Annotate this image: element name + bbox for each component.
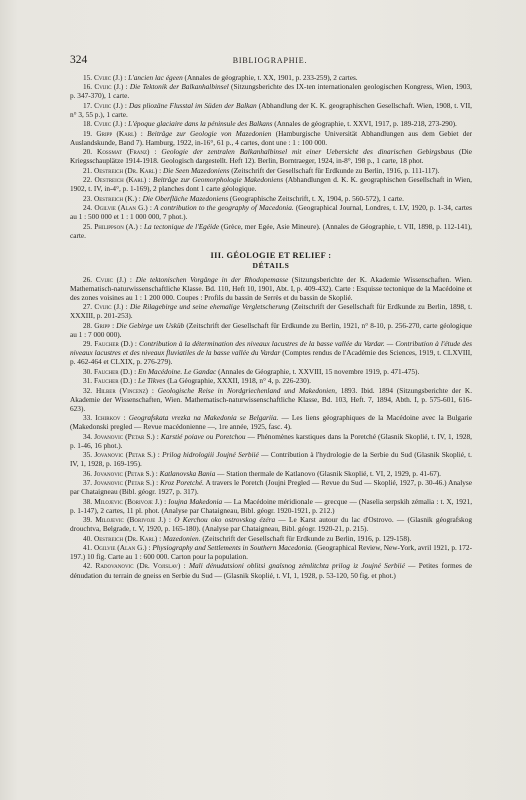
entry-author: Jovanovic (Petar S.) : [94, 431, 159, 441]
entry-title: Die Gebirge um Usküb [116, 320, 185, 330]
entry-details: — Les liens géographiques de la Macédoine avec la Bulgarie (Makedonski pregled — Revue macédonienne —, 1re année, 1925, fasc. 4). [70, 413, 473, 432]
entry-title: L'ancien lac égeen [128, 73, 183, 82]
entry-number: 23. [83, 193, 93, 203]
entry-number: 35. [83, 450, 93, 460]
entry-number: 16. [83, 82, 93, 92]
entry-details: (Annales de Géographie, t. XXVIII, 15 novembre 1919, p. 471-475). [216, 366, 420, 376]
bibliography-entry [70, 386, 472, 413]
entry-author: Cvijic (J.) : [94, 302, 128, 312]
entry-details: (Geographical Review, New-York, avril 1921, p. 172-197.) 10 fig. Carte au 1 : 600 000. Carton pour la population. [70, 542, 472, 562]
entry-number: 21. [83, 165, 93, 175]
entry-author: Jovanovic (Petar S.) : [94, 450, 160, 460]
bibliography-entry [70, 497, 472, 515]
bibliography-entry [70, 339, 472, 366]
entry-title: Geografskata vrezka na Makedonia se Belgariia. [128, 413, 279, 423]
bibliography-entry [70, 534, 472, 543]
entry-title: Katlanovska Bania [159, 468, 216, 478]
entry-title: Karstié poiave ou Poretchou [160, 431, 246, 441]
entry-title: Ioujna Makedonia [168, 496, 223, 506]
bibliography-entry [70, 561, 472, 579]
entry-details: (Geographical Journal, Londres, t. LV, 1920, p. 1-34, cartes au 1 : 500 000 et 1 : 1 000 000, 7 phot.). [70, 203, 472, 222]
entry-number: 19. [83, 128, 93, 138]
entry-details: (Annales de géographie, t. XX, 1901, p. 233-259), 2 cartes. [182, 73, 358, 82]
entry-title: Die Oberfläche Mazedoniens [142, 193, 229, 203]
entry-number: 28. [83, 320, 93, 330]
entry-title: Geologie der zentralen Balkanhalbinsel mit einer Uebersicht des dinarischen Gebirgsbaus [161, 147, 455, 157]
section-title: III. GÉOLOGIE ET RELIEF : [210, 250, 332, 260]
page-number: 324 [70, 54, 88, 66]
entry-author: Hilber (Vincenz) : [95, 385, 154, 395]
entry-author: Cvijic (J.) : [94, 100, 127, 110]
entry-author: Cvijic (J.) : [93, 119, 127, 129]
bibliography-entry [70, 413, 472, 431]
entry-author: Gripp (Karl) : [96, 128, 143, 138]
bibliography-entry [70, 147, 472, 165]
entry-number: 17. [83, 100, 93, 110]
bibliography-entry [70, 432, 472, 450]
bibliography-entry [70, 376, 472, 385]
entry-author: Kossmat (Franz) : [97, 147, 157, 157]
entry-title: Beiträge zur Geomorphologie Makedoniens [153, 175, 284, 185]
entry-author: Jovanovic (Petar S.) : [94, 478, 159, 488]
entry-number: 26. [83, 274, 93, 284]
bibliography-entry [70, 367, 472, 376]
entry-number: 22. [83, 175, 93, 185]
entry-number: 33. [83, 413, 93, 423]
entry-title: En Macédoine. Le Gandac [138, 366, 217, 376]
bibliography-body [70, 73, 472, 580]
entry-details: (Grèce, mer Egée, Asie Mineure). (Annales de Géographie, t. VII, 1898, p. 112-141), carte. [70, 221, 473, 240]
entry-details: — Le Karst autour du lac d'Ostrovo. — (Glasnik géografskog drouchtva, Belgrade, t. V, 1920, p. 165-180). (Analyse par Chataigneau, Bibl. géogr. 1920-21, p. 215). [70, 515, 472, 534]
entry-title: Beiträge zur Geologie von Mazedonien [147, 128, 272, 138]
bibliography-entry [70, 194, 472, 203]
entry-number: 15. [83, 73, 93, 82]
entry-details: (Annales de géographie, t. XXVI, 1917, p. 189-218, 273-290). [272, 119, 457, 129]
entry-author: Ogilvie (Alan G.) : [94, 203, 152, 213]
entry-details: (Die Kriegsschauplätze 1914-1918. Geologisch dargestellt. Heft 12). Berlin, Borntraeger, 1924, in-8°, 198 p., 1 carte, 18 phot. [70, 147, 472, 166]
entry-author: Radovanovic (Dr. Vojislav) : [95, 561, 186, 571]
bibliography-entry [70, 119, 472, 128]
entry-title: O Kerchou oko ostrovskog ézéra [174, 515, 276, 525]
entry-author: Oestreich (Dr. Karl) : [93, 533, 162, 543]
entry-details: — Phénomènes karstiques dans la Poretché (Glasnik Skoplié, t. IV, 1, 1928, p. 1-46, 16 phot.). [70, 431, 473, 450]
bibliography-entry [70, 321, 472, 339]
entry-number: 27. [83, 302, 93, 312]
entry-title: Le Tikves [138, 376, 166, 386]
entry-title: Physiography and Settlements in Southern Macedonia. [152, 542, 313, 552]
entry-author: Philippson (A.) : [94, 221, 142, 231]
entry-title: Das pliozäne Flusstal im Süden der Balkan [128, 100, 257, 110]
entry-author: Oestreich (Dr. Karl) : [93, 165, 162, 175]
bibliography-entry [70, 302, 472, 320]
entry-number: 40. [83, 533, 93, 543]
bibliography-entry [70, 515, 472, 533]
entry-details: 1893. Ibid. 1894 (Sitzungsberichte der K. Akademie der Wissenschaften, Wien. Mathematisch-naturwissenschaftliche Klasse, Bd. 103, Heft. 7, 1894, Abth. I, p. 575-601, 616-623). [70, 385, 473, 413]
entry-author: Cvijic (J.) : [94, 82, 128, 92]
bibliography-entry [70, 450, 472, 468]
entry-details: (Abhandlung der K. K. geographischen Gesellschaft. Wien, 1908, t. VII, n° 3, 55 p.), 1 carte. [70, 100, 472, 119]
entry-details: (Zeitschrift der Gesellschaft für Erdkunde zu Berlin, 1921, n° 8-10, p. 256-270, carte géologique au 1 : 7 000 000). [70, 320, 472, 339]
entry-number: 37. [83, 478, 93, 488]
entry-author: Faucher (D.) : [93, 376, 137, 386]
bibliography-entry [70, 73, 472, 82]
entry-details: (Abhandlungen d. K. K. geographischen Gesellschaft in Wien, 1902, t. IV, in-4°, p. 1-169), 2 planches dont 1 carte géologique. [70, 175, 472, 194]
bibliography-entry [70, 275, 472, 302]
entry-list-details [70, 275, 472, 580]
entry-author: Faucher (D.) : [93, 366, 137, 376]
entry-number: 38. [83, 496, 93, 506]
entry-details: (Zeitschrift der Gesellschaft für Erdkunde zu Berlin, 1916, p. 111-117). [229, 165, 440, 175]
bibliography-entry [70, 101, 472, 119]
entry-title: La tectonique de l'Egéide [143, 221, 219, 231]
entry-details: (Sitzungsberichte des IX-ten internationalen geologischen Kongress, Wien, 1903, p. 347-370), 1 carte. [70, 82, 472, 101]
entry-details: (Zeitschrift der Gesellschaft für Erdkunde zu Berlin, 1916, p. 129-158). [200, 533, 412, 543]
entry-title: Geologische Reise in Nordgriechenland und Makedonien, [157, 385, 337, 395]
entry-details: A travers le Poretch (Joujni Pregled — Revue du Sud — Skoplié, 1927, p. 30-46.) Analyse par Chataigneau (Bibl. géogr. 1927, p. 317). [70, 478, 472, 497]
entry-title: L'époque glaciaire dans la péninsule des Balkans [128, 119, 273, 129]
entry-title: Die Seen Mazedoniens [163, 165, 230, 175]
entry-title: Mazedonien. [163, 533, 201, 543]
entry-details: (Sitzungsberichte der K. Akademie Wissenschaften. Wien. Mathematisch-naturwissenschaftliche Klasse. Bd. 110, Heft 10, 1901, Abt. I, p. 409-432). Carte : Esquisse tectonique de la Macédoine et des zones voisines au 1 : 1 200 000. Coupes : Profils du bassin de Serrès et du bassin de Skoplié. [70, 274, 472, 302]
entry-author: Faucher (D.) : [94, 339, 137, 349]
entry-number: 25. [83, 221, 93, 231]
entry-title: A contribution to the geography of Macedonia. [154, 203, 294, 213]
bibliography-entry [70, 478, 472, 496]
entry-number: 24. [83, 203, 93, 213]
entry-details: (Hamburgische Universität Abhandlungen aus dem Gebiet der Auslandskunde, Band 7). Hamburg, 1922, in-16°, 61 p., 4 cartes, dont une : 1 : 100 000. [70, 128, 473, 147]
entry-author: Cvijic (J.) : [93, 73, 127, 82]
entry-title: Die Tektonik der Balkanhalbinsel [129, 82, 229, 92]
entry-title: Die Rilagebirge und seine ehemalige Vergletscherung [129, 302, 290, 312]
entry-details: (Comptes rendus de l'Académie des Sciences, 1919, t. CLXVIII, p. 462-464 et CLXIX, p. 276-279). [70, 348, 472, 367]
entry-details: — Petites formes de dénudation du terrain de gneiss en Serbie du Sud — (Glasnik Skoplié, t. VI, 1, 1928, p. 53-120, 50 fig. et phot.) [70, 561, 473, 580]
entry-title: Kroz Poretché. [160, 478, 204, 488]
entry-number: 29. [83, 339, 93, 349]
entry-title: Mali dénudatsioni oblitsi gnaïsnog zémlitchta prilog iz Joujné Serbiié [188, 561, 405, 571]
bibliography-entry [70, 166, 472, 175]
entry-number: 32. [83, 385, 93, 395]
entry-author: Ichirkov : [95, 413, 126, 423]
entry-author: Oestreich (K.) : [93, 193, 141, 203]
entry-author: Ogilvie (Alan G.) : [93, 542, 151, 552]
bibliography-entry [70, 129, 472, 147]
entry-details: — La Macédoine méridionale — grecque — (Naselia serpskih zémalia : t. X, 1921, p. 1-147), 2 cartes, 11 pl. phot. (Analyse par Chataigneau, Bibl. géogr. 1920-1921, p. 212.) [70, 496, 473, 515]
bibliography-entry [70, 175, 472, 193]
entry-number: 34. [83, 431, 93, 441]
entry-number: 42. [83, 561, 93, 571]
entry-details: (La Géographie, XXXII, 1918, n° 4, p. 226-230). [165, 376, 311, 386]
running-title: BIBLIOGRAPHIE. [232, 56, 308, 65]
entry-number: 30. [83, 366, 93, 376]
entry-number: 31. [83, 376, 93, 386]
bibliography-entry [70, 203, 472, 221]
entry-author: Oestreich (Karl) : [94, 175, 151, 185]
entry-details: — Contribution à l'hydrologie de la Serbie du Sud (Glasnik Skoplié, t. IV, 1, 1928, p. 169-195). [70, 450, 472, 469]
entry-number: 20. [83, 147, 93, 157]
entry-title: Die tektonischen Vorgänge in der Rhodopemasse [135, 274, 289, 284]
entry-details: — Station thermale de Katlanovo (Glasnik Skoplié, t. VI, 2, 1929, p. 41-67). [215, 468, 441, 478]
entry-number: 18. [83, 119, 93, 129]
section-subtitle: DÉTAILS [252, 260, 290, 270]
page-header [70, 54, 470, 70]
entry-number: 36. [83, 468, 93, 478]
entry-details: (Zeitschrift der Gesellschaft für Erdkunde zu Berlin, 1898, t. XXXIII, p. 201-253). [70, 302, 473, 321]
entry-author: Jovanovic (Petar S.) : [93, 468, 158, 478]
bibliography-entry [70, 543, 472, 561]
entry-author: Gripp : [94, 320, 115, 330]
entry-title: Prilog hidrologiii Joujné Serbiié [162, 450, 259, 460]
entry-author: Cvijic (J.) : [95, 274, 132, 284]
bibliography-entry [70, 82, 472, 100]
bibliography-entry [70, 222, 472, 240]
entry-author: Milojevic (Borivoje J.) : [95, 515, 171, 525]
entry-author: Milojevic (Borivoje J.) : [94, 496, 167, 506]
entry-details: (Geographische Zeitschrift, t. X, 1904, p. 560-572), 1 carte. [228, 193, 404, 203]
bibliography-entry [70, 469, 472, 478]
entry-list-general [70, 73, 472, 240]
entry-title: Contribution à la détermination des niveaux lacustres de la basse vallée du Vardar. — Contribution à l'étude des niveaux lacustres et des niveaux fluviatiles de la basse vallée du Vardar [70, 339, 473, 358]
entry-number: 39. [83, 515, 93, 525]
entry-number: 41. [83, 542, 93, 552]
